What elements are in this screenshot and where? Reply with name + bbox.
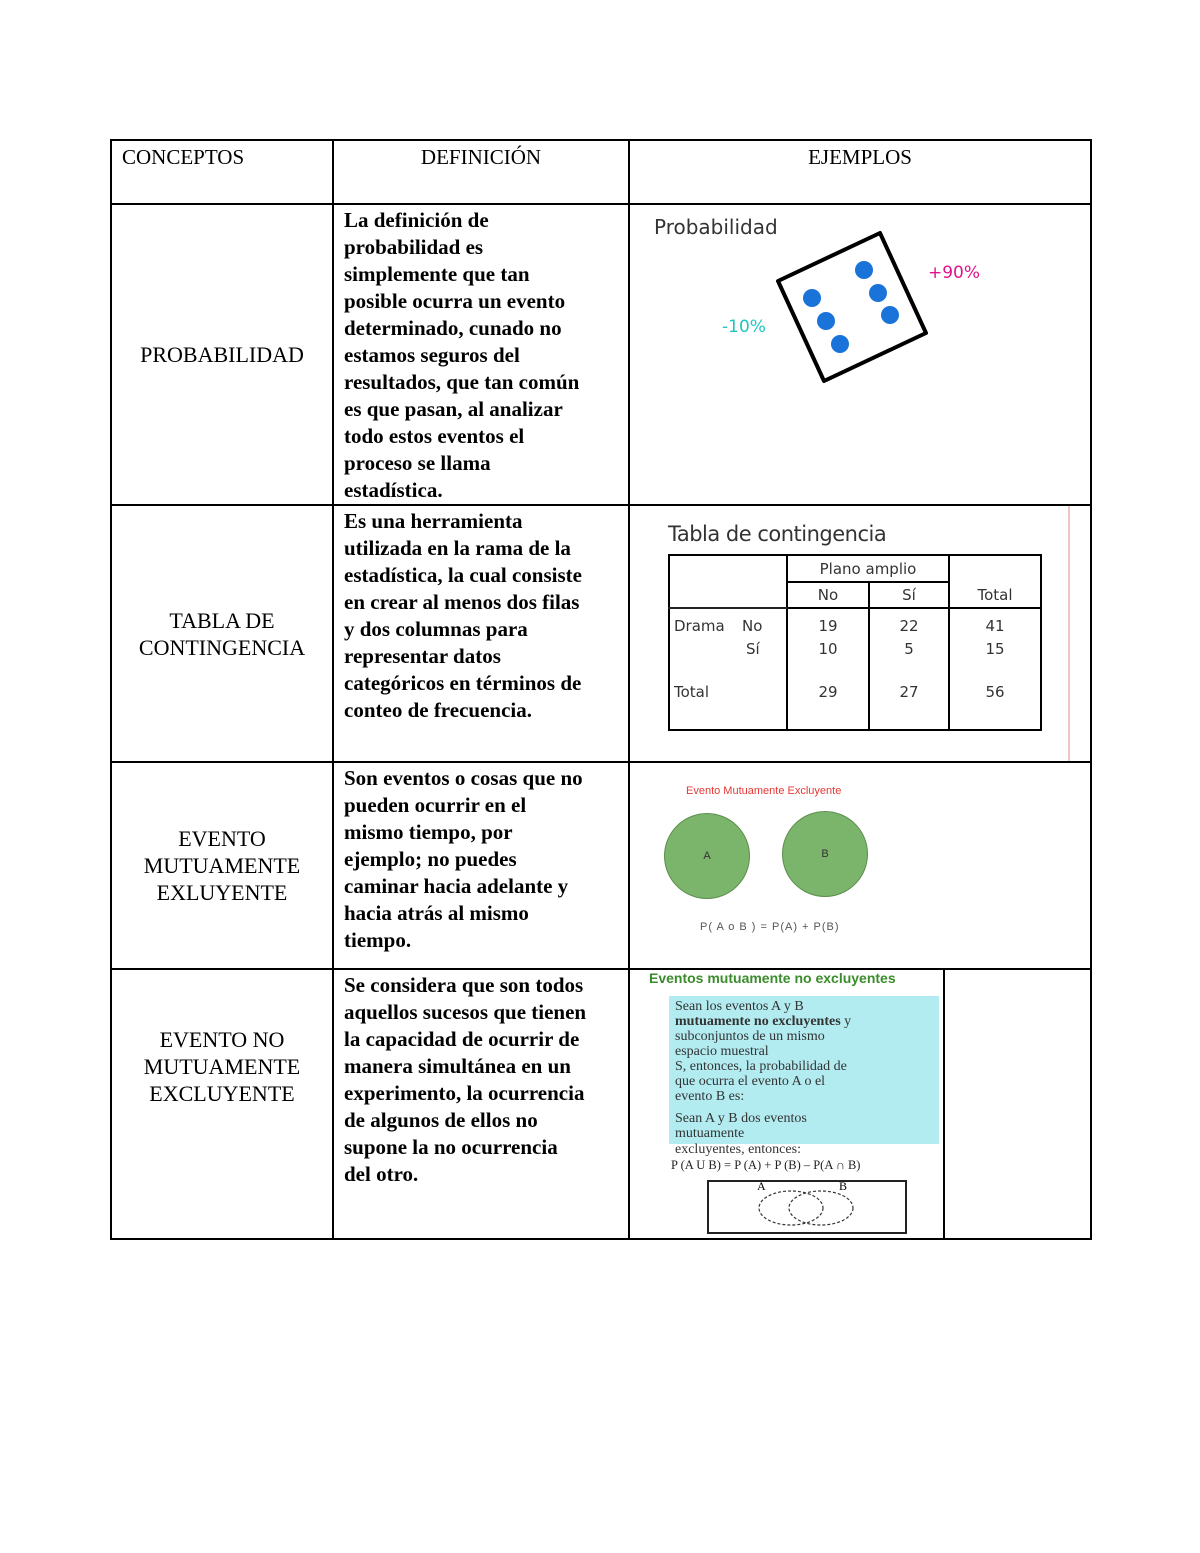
definition-line: estadística, la cual consiste	[344, 563, 582, 587]
definition-line: utilizada en la rama de la	[344, 536, 571, 560]
example-cell	[629, 762, 1091, 969]
col-no-values	[787, 608, 869, 730]
concept-line: EXLUYENTE	[156, 880, 288, 905]
col-total-values	[949, 608, 1041, 730]
definition-line: hacia atrás al mismo	[344, 901, 529, 925]
contingency-title: Tabla de contingencia	[668, 522, 887, 546]
header-definition: DEFINICIÓN	[333, 140, 629, 204]
non-exclusive-image	[633, 970, 943, 1238]
text-rest: y	[840, 1014, 852, 1029]
definition-line: simplemente que tan	[344, 262, 530, 286]
definition-line: resultados, que tan común	[344, 370, 580, 394]
row-si-label: Sí	[746, 640, 760, 658]
definition-line: todo estos eventos el	[344, 424, 525, 448]
non-exclusive-title: Eventos mutuamente no excluyentes	[649, 970, 896, 986]
cell-value: 29	[818, 683, 838, 701]
cell-value: 41	[985, 617, 1005, 635]
concept-line: TABLA DE	[169, 607, 275, 633]
text-line: Sean A y B dos eventos	[675, 1111, 807, 1126]
table-row	[111, 762, 1091, 969]
group-header: Plano amplio	[787, 555, 949, 582]
definition-line: de algunos de ellos no	[344, 1108, 538, 1132]
definition-line: proceso se llama	[344, 451, 491, 475]
example-cell	[629, 505, 1091, 762]
divider	[1068, 506, 1070, 761]
definition-line: determinado, cunado no	[344, 316, 562, 340]
die-dot	[869, 284, 887, 302]
row-total-label: Total	[674, 683, 710, 701]
definition-line: posible ocurra un evento	[344, 289, 566, 313]
col-total-header: Total	[949, 555, 1041, 608]
definition-line: La definición de	[344, 208, 489, 232]
text-line: S, entonces, la probabilidad de	[675, 1059, 847, 1074]
definition-line: Se considera que son todos	[344, 973, 584, 997]
empty-corner	[669, 555, 787, 608]
venn-label-b: B	[839, 1179, 848, 1193]
cell-value: 15	[985, 640, 1005, 658]
row-no-label: No	[742, 617, 763, 635]
definition-cell	[333, 204, 629, 505]
cell-value: 19	[818, 617, 838, 635]
die-dot	[817, 312, 835, 330]
concept-cell	[111, 505, 333, 762]
low-percentage: -10%	[722, 317, 766, 337]
definition-line: aquellos sucesos que tienen	[344, 1000, 587, 1024]
exclusive-title: Evento Mutuamente Excluyente	[686, 785, 842, 797]
definition-line: probabilidad es	[344, 235, 484, 259]
definition-line: estamos seguros del	[344, 343, 520, 367]
definition-line: tiempo.	[344, 928, 412, 952]
non-exclusive-formula: P (A U B) = P (A) + P (B) – P(A ∩ B)	[671, 1158, 861, 1172]
cell-value: 56	[985, 683, 1005, 701]
die-dot	[881, 306, 899, 324]
concept-line: PROBABILIDAD	[140, 342, 304, 367]
die-dot	[803, 289, 821, 307]
high-percentage: +90%	[928, 263, 981, 283]
definition-line: experimento, la ocurrencia	[344, 1081, 585, 1105]
definition-line: representar datos	[344, 644, 501, 668]
row-group-label: Drama	[674, 617, 725, 635]
text-line: evento B es:	[675, 1089, 745, 1104]
definition-line: Es una herramienta	[344, 509, 523, 533]
definition-line: la capacidad de ocurrir de	[344, 1027, 580, 1051]
die-dot	[831, 335, 849, 353]
definition-cell	[333, 762, 629, 969]
venn-circles-icon	[709, 1182, 905, 1232]
definition-line: caminar hacia adelante y	[344, 874, 569, 898]
concept-line: EXCLUYENTE	[149, 1081, 295, 1106]
text-line: Sean los eventos A y B	[675, 999, 804, 1014]
die-dot	[855, 261, 873, 279]
concept-line: CONTINGENCIA	[138, 634, 306, 660]
text-line: espacio muestral	[675, 1044, 769, 1059]
divider	[943, 970, 945, 1238]
cell-value: 5	[904, 640, 914, 658]
cell-value: 10	[818, 640, 838, 658]
definition-line: categóricos en términos de	[344, 671, 582, 695]
circle-b: B	[782, 811, 868, 897]
definition-line: en crear al menos dos filas	[344, 590, 580, 614]
col-si-header: Sí	[869, 582, 949, 608]
die-icon	[770, 225, 940, 385]
definition-line: mismo tiempo, por	[344, 820, 513, 844]
concept-line: EVENTO	[178, 826, 266, 851]
exclusive-formula: P( A o B ) = P(A) + P(B)	[700, 921, 840, 933]
definition-line: ejemplo; no puedes	[344, 847, 517, 871]
definition-line: Son eventos o cosas que no	[344, 766, 583, 790]
definition-line: es que pasan, al analizar	[344, 397, 563, 421]
text-line: mutuamente	[675, 1126, 745, 1141]
definition-line: conteo de frecuencia.	[344, 698, 532, 722]
text-line	[675, 1014, 851, 1029]
concept-line: MUTUAMENTE	[143, 1054, 301, 1079]
table-row	[111, 505, 1091, 762]
bold-text: mutuamente no excluyentes	[675, 1014, 841, 1029]
definition-line: y dos columnas para	[344, 617, 528, 641]
concept-line: EVENTO NO	[159, 1027, 285, 1052]
col-si-values	[869, 608, 949, 730]
col-no-header: No	[787, 582, 869, 608]
cell-value: 22	[899, 617, 919, 635]
concept-cell	[111, 762, 333, 969]
example-cell	[629, 204, 1091, 505]
definition-cell	[333, 969, 629, 1239]
circle-a: A	[664, 813, 750, 899]
header-concepts: CONCEPTOS	[111, 140, 333, 204]
concept-cell	[111, 204, 333, 505]
definition-line: estadística.	[344, 478, 443, 502]
definition-cell	[333, 505, 629, 762]
header-row	[111, 140, 1091, 204]
concept-line: MUTUAMENTE	[143, 853, 301, 878]
probability-title: Probabilidad	[654, 215, 778, 239]
text-line: subconjuntos de un mismo	[675, 1029, 825, 1044]
definition-line: del otro.	[344, 1162, 419, 1186]
contingency-table	[668, 554, 1042, 731]
venn-diagram	[707, 1180, 907, 1234]
definition-line: manera simultánea en un	[344, 1054, 571, 1078]
venn-label-a: A	[757, 1179, 766, 1193]
cell-value: 27	[899, 683, 919, 701]
table-row	[111, 969, 1091, 1239]
example-cell	[629, 969, 1091, 1239]
concepts-table	[110, 139, 1092, 1240]
text-line: que ocurra el evento A o el	[675, 1074, 826, 1089]
text-line: excluyentes, entonces:	[675, 1142, 801, 1157]
row-labels-cell	[669, 608, 787, 730]
concept-cell	[111, 969, 333, 1239]
table-row	[111, 204, 1091, 505]
header-examples: EJEMPLOS	[629, 140, 1091, 204]
definition-line: pueden ocurrir en el	[344, 793, 527, 817]
definition-line: supone la no ocurrencia	[344, 1135, 558, 1159]
